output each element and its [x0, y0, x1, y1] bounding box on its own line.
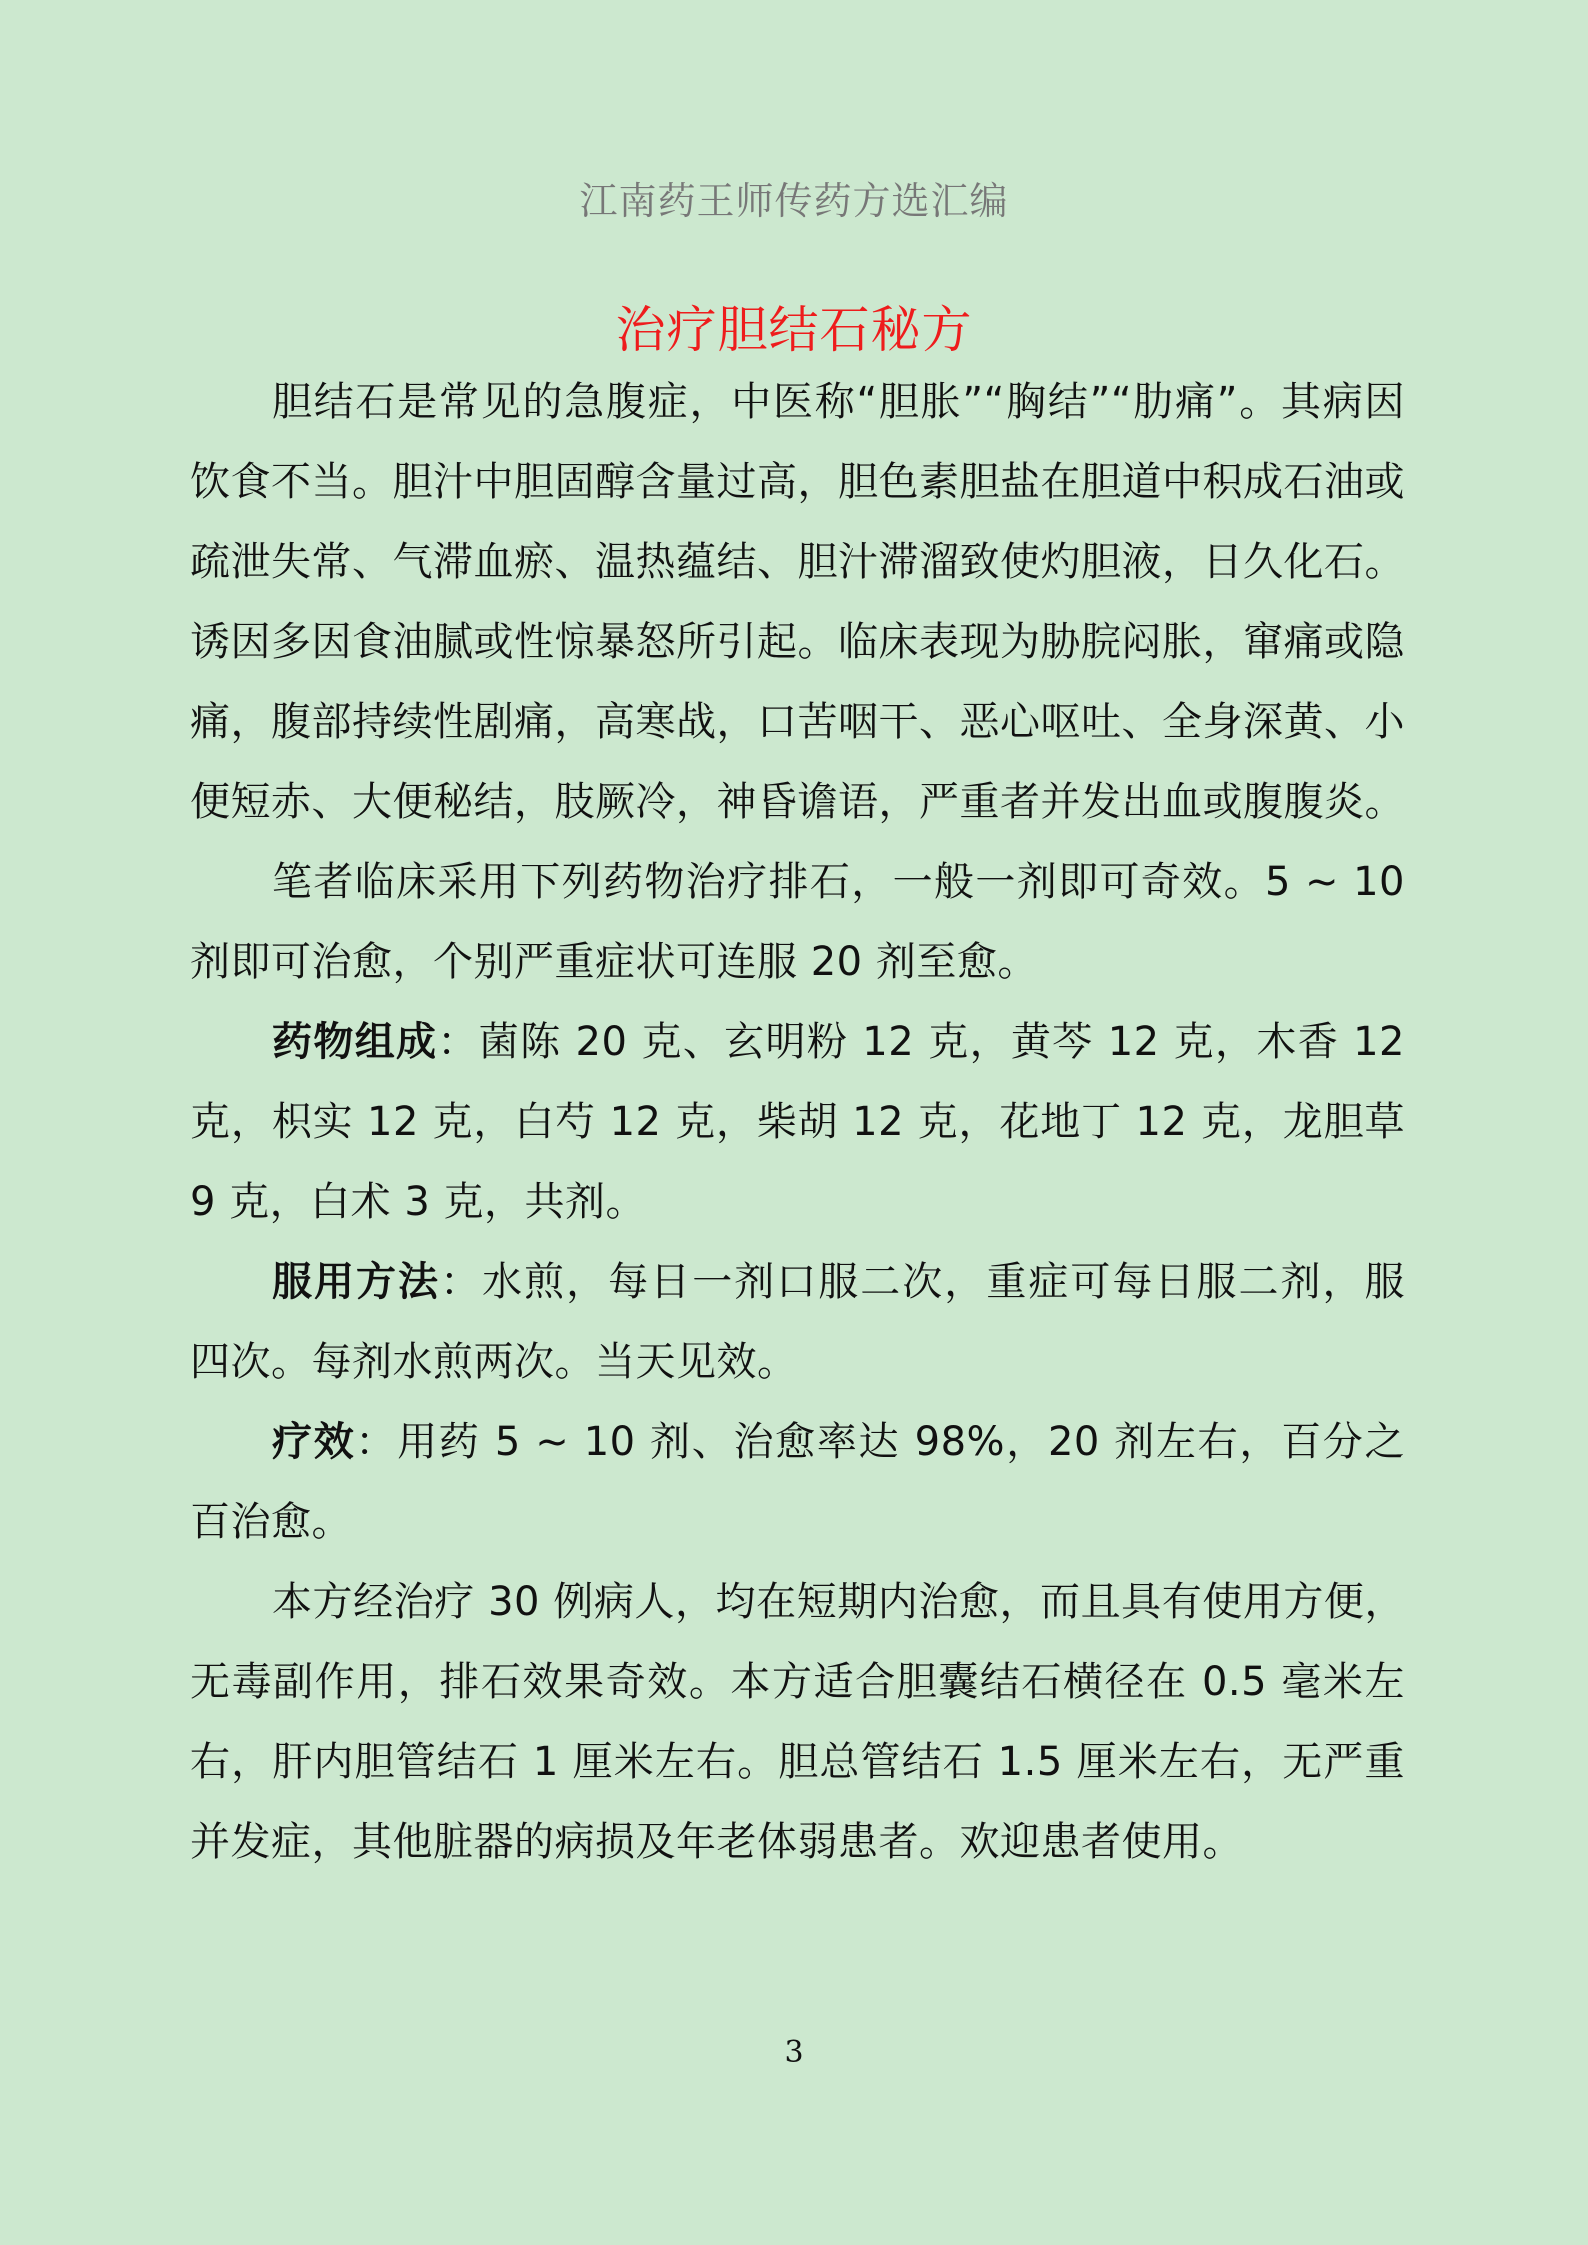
paragraph-lead-efficacy: 疗效 — [272, 1419, 356, 1465]
paragraph-intro — [190, 362, 1405, 842]
paragraph-ingredients — [190, 1002, 1405, 1242]
document-body — [190, 362, 1405, 1882]
paragraph-lead-dosage: 服用方法 — [272, 1259, 441, 1305]
paragraph-text: 胆结石是常见的急腹症，中医称“胆胀”“胸结”“肋痛”。其病因饮食不当。胆汁中胆固醇含量过高，胆色素胆盐在胆道中积成石油或疏泄失常、气滞血瘀、温热蕴结、胆汁滞溜致使灼胆液，日久化石。诱因多因食油腻或性惊暴怒所引起。临床表现为胁脘闷胀，窜痛或隐痛，腹部持续性剧痛，高寒战，口苦咽干、恶心呕吐、全身深黄、小便短赤、大便秘结，肢厥冷，神昏谵语，严重者并发出血或腹腹炎。 — [190, 379, 1405, 825]
document-title: 治疗胆结石秘方 — [615, 301, 973, 359]
paragraph-efficacy — [190, 1402, 1405, 1562]
paragraph-lead-ingredients: 药物组成 — [272, 1019, 438, 1065]
paragraph-text: 笔者临床采用下列药物治疗排石，一般一剂即可奇效。5 ~ 10 剂即可治愈，个别严重症状可连服 20 剂至愈。 — [190, 859, 1405, 985]
paragraph-clinical-use — [190, 842, 1405, 1002]
paragraph-dosage — [190, 1242, 1405, 1402]
page-number: 3 — [784, 2035, 804, 2070]
paragraph-text: ：用药 5 ~ 10 剂、治愈率达 98%，20 剂左右，百分之百治愈。 — [190, 1419, 1405, 1545]
paragraph-text: ：菌陈 20 克、玄明粉 12 克，黄芩 12 克，木香 12 克，枳实 12 克，白芍 12 克，柴胡 12 克，花地丁 12 克，龙胆草 9 克，白术 3 克，共剂。 — [190, 1019, 1406, 1225]
paragraph-text: ：水煎，每日一剂口服二次，重症可每日服二剂，服四次。每剂水煎两次。当天见效。 — [190, 1259, 1406, 1385]
paragraph-text: 本方经治疗 30 例病人，均在短期内治愈，而且具有使用方便，无毒副作用，排石效果奇效。本方适合胆囊结石横径在 0.5 毫米左右，肝内胆管结石 1 厘米左右。胆总管结石 1.5 厘米左右，无严重并发症，其他脏器的病损及年老体弱患者。欢迎患者使用。 — [190, 1579, 1405, 1865]
running-header: 江南药王师传药方选汇编 — [579, 179, 1009, 223]
paragraph-summary — [190, 1562, 1405, 1882]
